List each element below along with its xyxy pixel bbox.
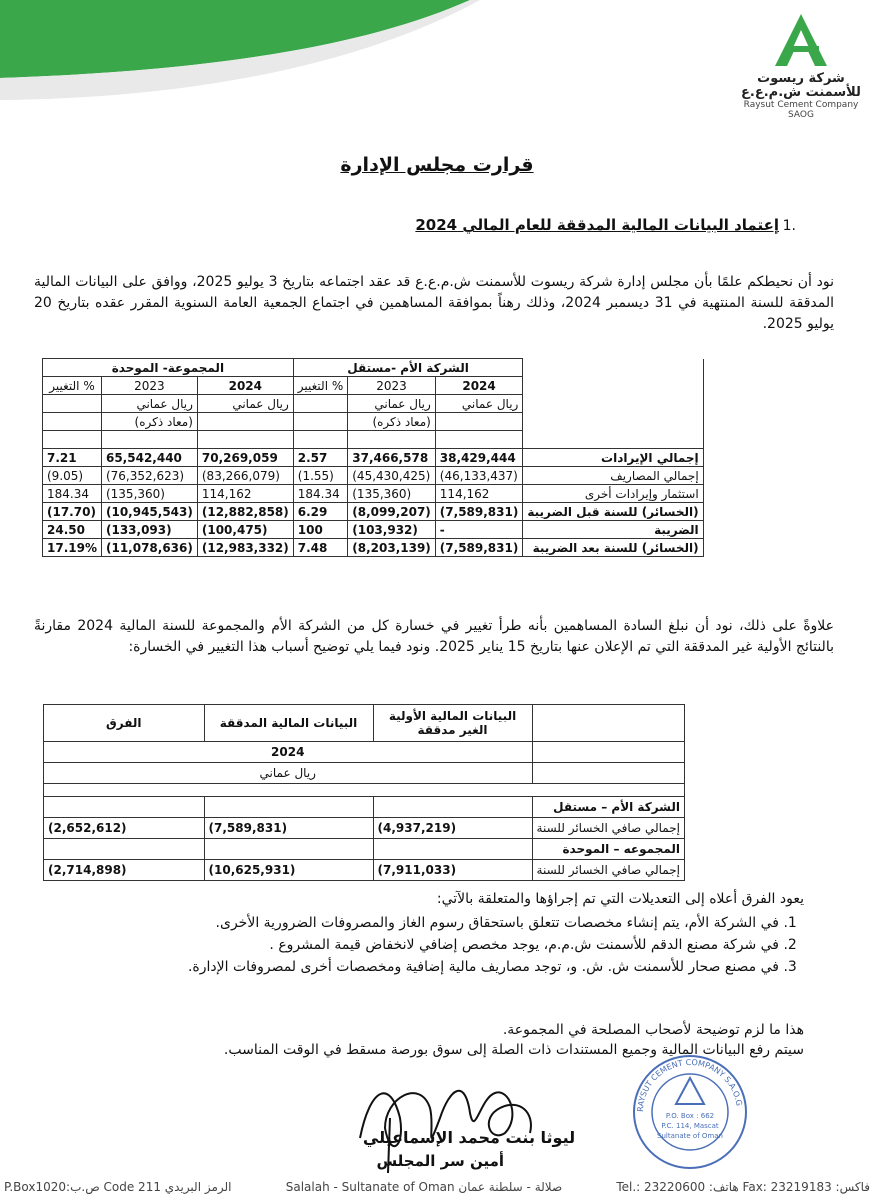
- cell-p2023: 37,466,578: [348, 449, 436, 467]
- row-label: استثمار وإيرادات أخرى: [523, 485, 703, 503]
- footer-contact: Tel.: 23220600 :هاتف Fax: 23219183 :فاكس: [616, 1180, 870, 1194]
- cell-c2024: (83,266,079): [197, 467, 293, 485]
- cell-p2024: 114,162: [435, 485, 523, 503]
- cell-c2023: (133,093): [101, 521, 197, 539]
- signatory-title: أمين سر المجلس: [376, 1152, 504, 1170]
- currency-label: ريال عماني: [197, 395, 293, 413]
- table-row: [43, 449, 704, 467]
- list-item: 1. في الشركة الأم، يتم إنشاء مخصصات تتعلق باستحقاق رسوم الغاز والمصروفات الضرورية الأخرى.: [44, 912, 779, 934]
- cell-p2023: (8,203,139): [348, 539, 436, 557]
- cell-cchg: 184.34: [43, 485, 102, 503]
- row-label: إجمالي صافي الخسائر للسنة: [532, 860, 684, 881]
- audited-header: البيانات المالية المدققة: [204, 705, 373, 742]
- cell-c2023: 65,542,440: [101, 449, 197, 467]
- note-line: هذا ما لزم توضيحة لأصحاب المصلحة في المجموعة.: [502, 1022, 804, 1038]
- cell-p2024: 38,429,444: [435, 449, 523, 467]
- stamp-line2: P.C. 114, Mascat: [661, 1122, 719, 1130]
- cell-p2024: -: [435, 521, 523, 539]
- parent-2024-header: 2024: [435, 377, 523, 395]
- row-label: إجمالي المصاريف: [523, 467, 703, 485]
- cell-c2024: 70,269,059: [197, 449, 293, 467]
- list-item: 2. في شركة مصنع الدقم للأسمنت ش.م.م، يوجد مخصص إضافي لانخفاض قيمة المشروع .: [44, 934, 779, 956]
- cell-p2024: (46,133,437): [435, 467, 523, 485]
- consolidated-2023-header: 2023: [101, 377, 197, 395]
- cell-c2023: (11,078,636): [101, 539, 197, 557]
- difference-header: الفرق: [44, 705, 205, 742]
- parent-2023-header: 2023: [348, 377, 436, 395]
- cell-pchg: 2.57: [293, 449, 347, 467]
- list-item: 3. في مصنع صحار للأسمنت ش. ش. و، توجد مصاريف مالية إضافية ومخصصات أخرى لمصروفات الإدارة.: [44, 956, 779, 978]
- stamp-line3: Sultanate of Oman: [657, 1132, 723, 1140]
- company-logo: [736, 12, 866, 120]
- cell-difference: (2,714,898): [44, 860, 205, 881]
- cell-pchg: 100: [293, 521, 347, 539]
- footer-city: Salalah - Sultanate of Oman صلالة - سلطنة عمان: [285, 1180, 563, 1194]
- year-header: 2024: [44, 742, 533, 763]
- cell-c2024: 114,162: [197, 485, 293, 503]
- cell-c2024: (12,882,858): [197, 503, 293, 521]
- table-row: [44, 818, 685, 839]
- company-stamp: [630, 1052, 750, 1172]
- cell-cchg: 17.19%: [43, 539, 102, 557]
- row-label: إجمالي صافي الخسائر للسنة: [532, 818, 684, 839]
- cell-pchg: (1.55): [293, 467, 347, 485]
- cell-cchg: 24.50: [43, 521, 102, 539]
- cell-cchg: (9.05): [43, 467, 102, 485]
- table-row: [43, 485, 704, 503]
- table-row: [43, 539, 704, 557]
- cell-pchg: 7.48: [293, 539, 347, 557]
- cell-unaudited: (4,937,219): [373, 818, 532, 839]
- unaudited-header: البيانات المالية الأولية الغير مدققة: [373, 705, 532, 742]
- currency-label: ريال عماني: [348, 395, 436, 413]
- restated-label: (معاد ذكره): [101, 413, 197, 431]
- logo-arabic-name: شركة ريسوت للأسمنت ش.م.ع.ع: [741, 71, 861, 100]
- table-row: [43, 467, 704, 485]
- financial-results-table: [42, 358, 704, 557]
- row-label: الضريبة: [523, 521, 703, 539]
- cell-c2023: (135,360): [101, 485, 197, 503]
- cell-p2023: (45,430,425): [348, 467, 436, 485]
- currency-label: ريال عماني: [435, 395, 523, 413]
- logo-english-name: Raysut Cement Company SAOG: [743, 100, 859, 120]
- cell-p2023: (8,099,207): [348, 503, 436, 521]
- cell-cchg: 7.21: [43, 449, 102, 467]
- page-footer: [0, 1180, 874, 1200]
- cell-c2023: (10,945,543): [101, 503, 197, 521]
- reasons-intro: يعود الفرق أعلاه إلى التعديلات التي تم إجراؤها والمتعلقة بالآتي:: [436, 891, 804, 907]
- table-row: [44, 860, 685, 881]
- restated-label: (معاد ذكره): [348, 413, 436, 431]
- logo-mark-icon: [771, 12, 831, 68]
- note-line: سيتم رفع البيانات المالية وجميع المستندات ذات الصلة إلى سوق بورصة مسقط في الوقت المناسب.: [223, 1042, 804, 1058]
- consolidated-change-header: % التغيير: [43, 377, 102, 395]
- table-row: [43, 521, 704, 539]
- cell-p2024: (7,589,831): [435, 539, 523, 557]
- cell-c2024: (100,475): [197, 521, 293, 539]
- stamp-ring-text: RAYSUT CEMENT COMPANY S.A.O.G: [635, 1057, 744, 1113]
- row-label: (الخسائر) للسنة بعد الضريبة: [523, 539, 703, 557]
- cell-pchg: 184.34: [293, 485, 347, 503]
- page-title: قرارت مجلس الإدارة: [340, 154, 534, 176]
- consolidated-2024-header: 2024: [197, 377, 293, 395]
- currency-label: ريال عماني: [101, 395, 197, 413]
- header-swoosh: [0, 0, 480, 110]
- section-number: 1.: [782, 218, 796, 234]
- row-label: إجمالي الإيرادات: [523, 449, 703, 467]
- change-paragraph: علاوةً على ذلك، نود أن نبلغ السادة المساهمين بأنه طرأ تغيير في خسارة كل من الشركة الأم والمجموعة للسنة المالية 2024 مقارنةً بالنتائج الأولية غير المدققة التي تم الإعلان عنها بتاريخ 15 يناير 2025. ونود فيما يلي توضيح أسباب هذا التغيير في الخسارة:: [34, 618, 834, 655]
- group-section-label: المجموعه – الموحدة: [532, 839, 684, 860]
- reasons-section: [44, 888, 804, 978]
- currency-label: ريال عماني: [44, 763, 533, 784]
- cell-p2023: (103,932): [348, 521, 436, 539]
- reasons-list: [44, 912, 779, 978]
- stamp-line1: P.O. Box : 662: [665, 1112, 715, 1120]
- section-heading: إعتماد البيانات المالية المدققة للعام المالي 2024: [415, 216, 779, 234]
- signatory-name: ليوثا بنت محمد الإسماعيلي: [362, 1128, 576, 1147]
- cell-cchg: (17.70): [43, 503, 102, 521]
- loss-comparison-table: [43, 704, 685, 881]
- cell-unaudited: (7,911,033): [373, 860, 532, 881]
- cell-pchg: 6.29: [293, 503, 347, 521]
- parent-change-header: % التغيير: [293, 377, 347, 395]
- cell-audited: (7,589,831): [204, 818, 373, 839]
- cell-p2024: (7,589,831): [435, 503, 523, 521]
- parent-group-header: الشركة الأم -مستقل: [293, 359, 523, 377]
- intro-paragraph: نود أن نحيطكم علمًا بأن مجلس إدارة شركة ريسوت للأسمنت ش.م.ع.ع قد عقد اجتماعه بتاريخ 3 يوليو 2025، ووافق على البيانات المالية المدققة للسنة المنتهية في 31 ديسمبر 2024، وذلك رهناً بموافقة المساهمين في اجتماع الجمعية العامة السنوية المقرر عقده بتاريخ 20 يوليو 2025.: [34, 274, 834, 332]
- row-label: (الخسائر) للسنة قبل الضريبة: [523, 503, 703, 521]
- cell-difference: (2,652,612): [44, 818, 205, 839]
- table-row: [43, 503, 704, 521]
- cell-c2024: (12,983,332): [197, 539, 293, 557]
- cell-c2023: (76,352,623): [101, 467, 197, 485]
- cell-p2023: (135,360): [348, 485, 436, 503]
- cell-audited: (10,625,931): [204, 860, 373, 881]
- consolidated-group-header: المجموعة- الموحدة: [43, 359, 294, 377]
- parent-section-label: الشركة الأم – مستقل: [532, 797, 684, 818]
- footer-address: P.Box1020:ص.ب Code 211 الرمز البريدي: [4, 1180, 232, 1194]
